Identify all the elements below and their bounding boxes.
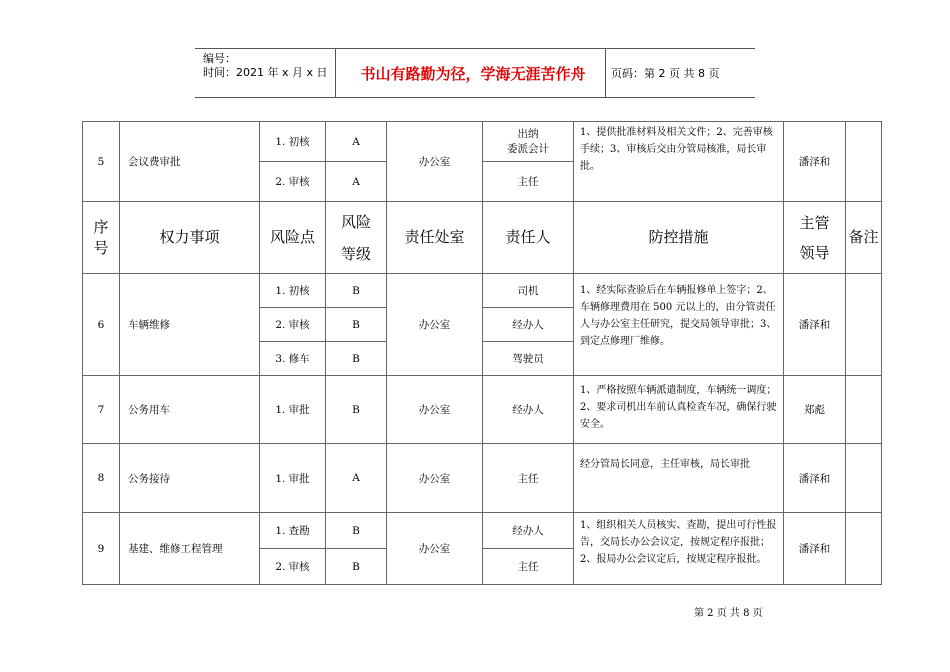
header-leader: 主管领导 xyxy=(784,202,846,274)
responsible-person: 经办人 xyxy=(483,513,574,549)
page-header xyxy=(195,48,755,98)
row-leader: 潘泽和 xyxy=(784,513,846,585)
header-page: 页码：第 2 页 共 8 页 xyxy=(611,67,720,80)
row-item: 车辆维修 xyxy=(120,274,260,376)
row-item: 基建、维修工程管理 xyxy=(120,513,260,585)
risk-level: B xyxy=(326,376,387,444)
risk-level: B xyxy=(326,549,387,585)
row-seq: 7 xyxy=(83,376,120,444)
risk-point: 1. 初核 xyxy=(260,274,326,308)
risk-point: 2. 审核 xyxy=(260,549,326,585)
row-measures: 1、经实际查验后在车辆报修单上签字；2、车辆修理费用在 500 元以上的，由分管责任人与办公室主任研究，提交局领导审批；3、到定点修理厂维修。 xyxy=(574,274,784,376)
header-info xyxy=(203,52,328,80)
row-measures: 1、提供批准材料及相关文件；2、完善审核手续；3、审核后交由分管局核准，局长审批。 xyxy=(574,122,784,202)
row-leader: 潘泽和 xyxy=(784,274,846,376)
risk-level: B xyxy=(326,308,387,342)
risk-point: 1. 审批 xyxy=(260,444,326,513)
responsible-person: 出纳 委派会计 xyxy=(483,122,574,162)
risk-point: 1. 查勘 xyxy=(260,513,326,549)
header-risk-level: 风险等级 xyxy=(326,202,387,274)
row-office: 办公室 xyxy=(387,122,483,202)
risk-level: B xyxy=(326,342,387,376)
risk-point: 2. 审核 xyxy=(260,162,326,202)
row-seq: 8 xyxy=(83,444,120,513)
risk-control-table xyxy=(82,121,882,585)
row-item: 公务接待 xyxy=(120,444,260,513)
row-remark xyxy=(846,444,882,513)
header-number: 编号： xyxy=(203,52,236,65)
row-item: 公务用车 xyxy=(120,376,260,444)
row-remark xyxy=(846,513,882,585)
risk-level: B xyxy=(326,513,387,549)
row-office: 办公室 xyxy=(387,513,483,585)
row-office: 办公室 xyxy=(387,274,483,376)
row-leader: 潘泽和 xyxy=(784,444,846,513)
responsible-person: 主任 xyxy=(483,549,574,585)
header-remark: 备注 xyxy=(846,202,882,274)
header-risk-point: 风险点 xyxy=(260,202,326,274)
row-measures: 1、组织相关人员核实、查勘，提出可行性报告，交局长办公会议定，按规定程序报批；2、报局办公会议定后，按规定程序报批。 xyxy=(574,513,784,585)
header-time: 时间：2021 年 x 月 x 日 xyxy=(203,66,328,79)
risk-point: 2. 审核 xyxy=(260,308,326,342)
row-remark xyxy=(846,274,882,376)
responsible-person: 经办人 xyxy=(483,308,574,342)
row-office: 办公室 xyxy=(387,444,483,513)
responsible-person: 驾驶员 xyxy=(483,342,574,376)
risk-point: 1. 初核 xyxy=(260,122,326,162)
row-remark xyxy=(846,376,882,444)
responsible-person: 司机 xyxy=(483,274,574,308)
row-leader: 郑彪 xyxy=(784,376,846,444)
risk-level: A xyxy=(326,162,387,202)
header-divider xyxy=(605,49,606,97)
risk-level: A xyxy=(326,122,387,162)
header-divider xyxy=(335,49,336,97)
header-office: 责任处室 xyxy=(387,202,483,274)
responsible-person: 主任 xyxy=(483,162,574,202)
header-person: 责任人 xyxy=(483,202,574,274)
risk-point: 3. 修车 xyxy=(260,342,326,376)
header-motto: 书山有路勤为径，学海无涯苦作舟 xyxy=(360,64,586,83)
header-item: 权力事项 xyxy=(120,202,260,274)
row-seq: 6 xyxy=(83,274,120,376)
row-remark xyxy=(846,122,882,202)
row-measures: 经分管局长同意，主任审核，局长审批 xyxy=(574,444,784,513)
risk-level: A xyxy=(326,444,387,513)
row-office: 办公室 xyxy=(387,376,483,444)
risk-level: B xyxy=(326,274,387,308)
page-footer: 第 2 页 共 8 页 xyxy=(694,608,763,619)
row-leader: 潘泽和 xyxy=(784,122,846,202)
row-item: 会议费审批 xyxy=(120,122,260,202)
row-measures: 1、严格按照车辆派遣制度，车辆统一调度；2、要求司机出车前认真检查车况，确保行驶安全。 xyxy=(574,376,784,444)
row-seq: 5 xyxy=(83,122,120,202)
row-seq: 9 xyxy=(83,513,120,585)
header-measures: 防控措施 xyxy=(574,202,784,274)
risk-point: 1. 审批 xyxy=(260,376,326,444)
header-seq: 序号 xyxy=(83,202,120,274)
responsible-person: 经办人 xyxy=(483,376,574,444)
responsible-person: 主任 xyxy=(483,444,574,513)
